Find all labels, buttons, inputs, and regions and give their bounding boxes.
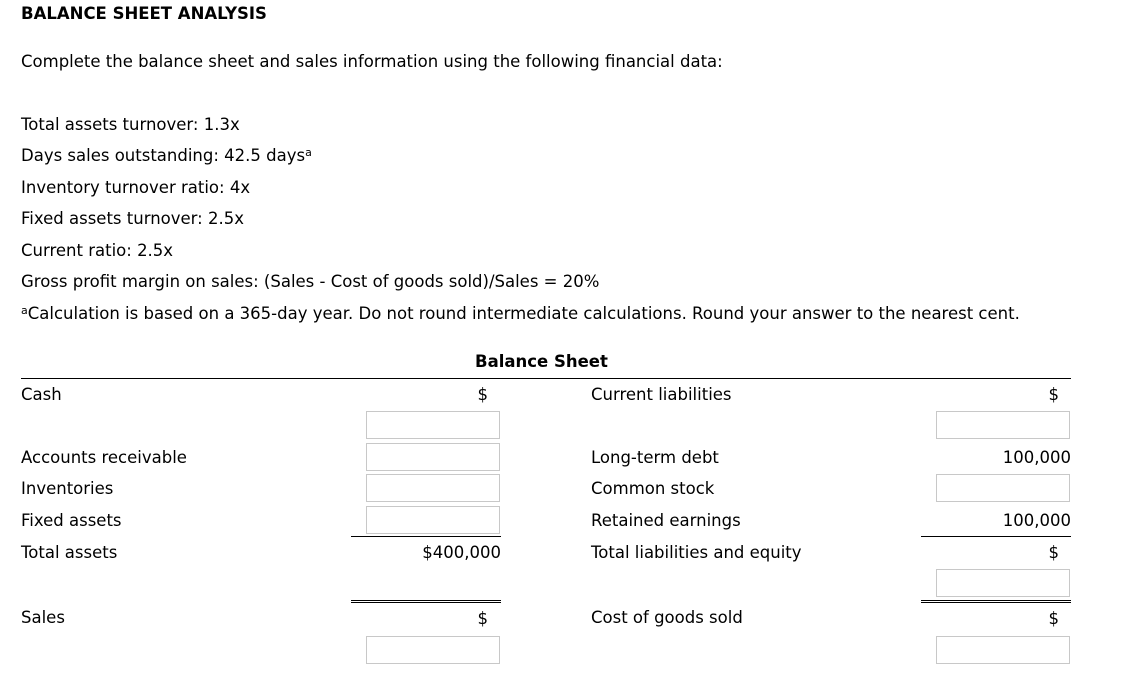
total-liabilities-equity-label: Total liabilities and equity: [591, 543, 802, 562]
cash-input[interactable]: [366, 411, 500, 439]
cogs-label: Cost of goods sold: [591, 608, 743, 627]
total-assets-double-rule: [351, 600, 501, 603]
instructions-text: Complete the balance sheet and sales information using the following financial data:: [21, 52, 723, 71]
fact-fixed-assets-turnover: Fixed assets turnover: 2.5x: [21, 209, 244, 228]
cogs-input[interactable]: [936, 636, 1070, 664]
footnote: [21, 304, 1020, 324]
footnote-text: Calculation is based on a 365-day year. Do not round intermediate calculations. Round your answer to the nearest cent.: [27, 304, 1020, 323]
fixed-assets-label: Fixed assets: [21, 511, 122, 530]
sales-label: Sales: [21, 608, 65, 627]
total-liabilities-rule: [921, 536, 1071, 537]
accounts-receivable-input[interactable]: [366, 443, 500, 471]
long-term-debt-label: Long-term debt: [591, 448, 719, 467]
title-rule: [21, 378, 1071, 379]
current-liabilities-input[interactable]: [936, 411, 1070, 439]
total-liabilities-equity-input[interactable]: [936, 569, 1070, 597]
fact-dso-text: Days sales outstanding: 42.5 days: [21, 146, 306, 165]
fact-inventory-turnover: Inventory turnover ratio: 4x: [21, 178, 251, 197]
accounts-receivable-label: Accounts receivable: [21, 448, 187, 467]
inventories-input[interactable]: [366, 474, 500, 502]
common-stock-label: Common stock: [591, 479, 715, 498]
retained-earnings-value: 100,000: [1002, 511, 1071, 530]
fact-days-sales-outstanding: [21, 146, 312, 166]
sales-input[interactable]: [366, 636, 500, 664]
fixed-assets-input[interactable]: [366, 506, 500, 534]
inventories-label: Inventories: [21, 479, 114, 498]
current-liabilities-dollar-sign: $: [1048, 385, 1059, 404]
fact-gross-profit-margin: Gross profit margin on sales: (Sales - Cost of goods sold)/Sales = 20%: [21, 272, 600, 291]
footnote-marker: a: [305, 146, 312, 159]
cash-label: Cash: [21, 385, 62, 404]
total-assets-label: Total assets: [21, 543, 118, 562]
retained-earnings-label: Retained earnings: [591, 511, 741, 530]
fact-current-ratio: Current ratio: 2.5x: [21, 241, 174, 260]
cash-dollar-sign: $: [477, 385, 488, 404]
current-liabilities-label: Current liabilities: [591, 385, 732, 404]
footnote-marker: a: [21, 304, 28, 317]
cogs-dollar-sign: $: [1048, 609, 1059, 628]
total-assets-rule: [351, 536, 501, 537]
page-title: BALANCE SHEET ANALYSIS: [21, 4, 267, 23]
long-term-debt-value: 100,000: [1002, 448, 1071, 467]
total-assets-value: $400,000: [422, 543, 501, 562]
total-liabilities-equity-dollar-sign: $: [1048, 543, 1059, 562]
balance-sheet-title: Balance Sheet: [475, 352, 608, 371]
common-stock-input[interactable]: [936, 474, 1070, 502]
sales-dollar-sign: $: [477, 609, 488, 628]
fact-total-assets-turnover: Total assets turnover: 1.3x: [21, 115, 240, 134]
total-liabilities-double-rule: [921, 600, 1071, 603]
